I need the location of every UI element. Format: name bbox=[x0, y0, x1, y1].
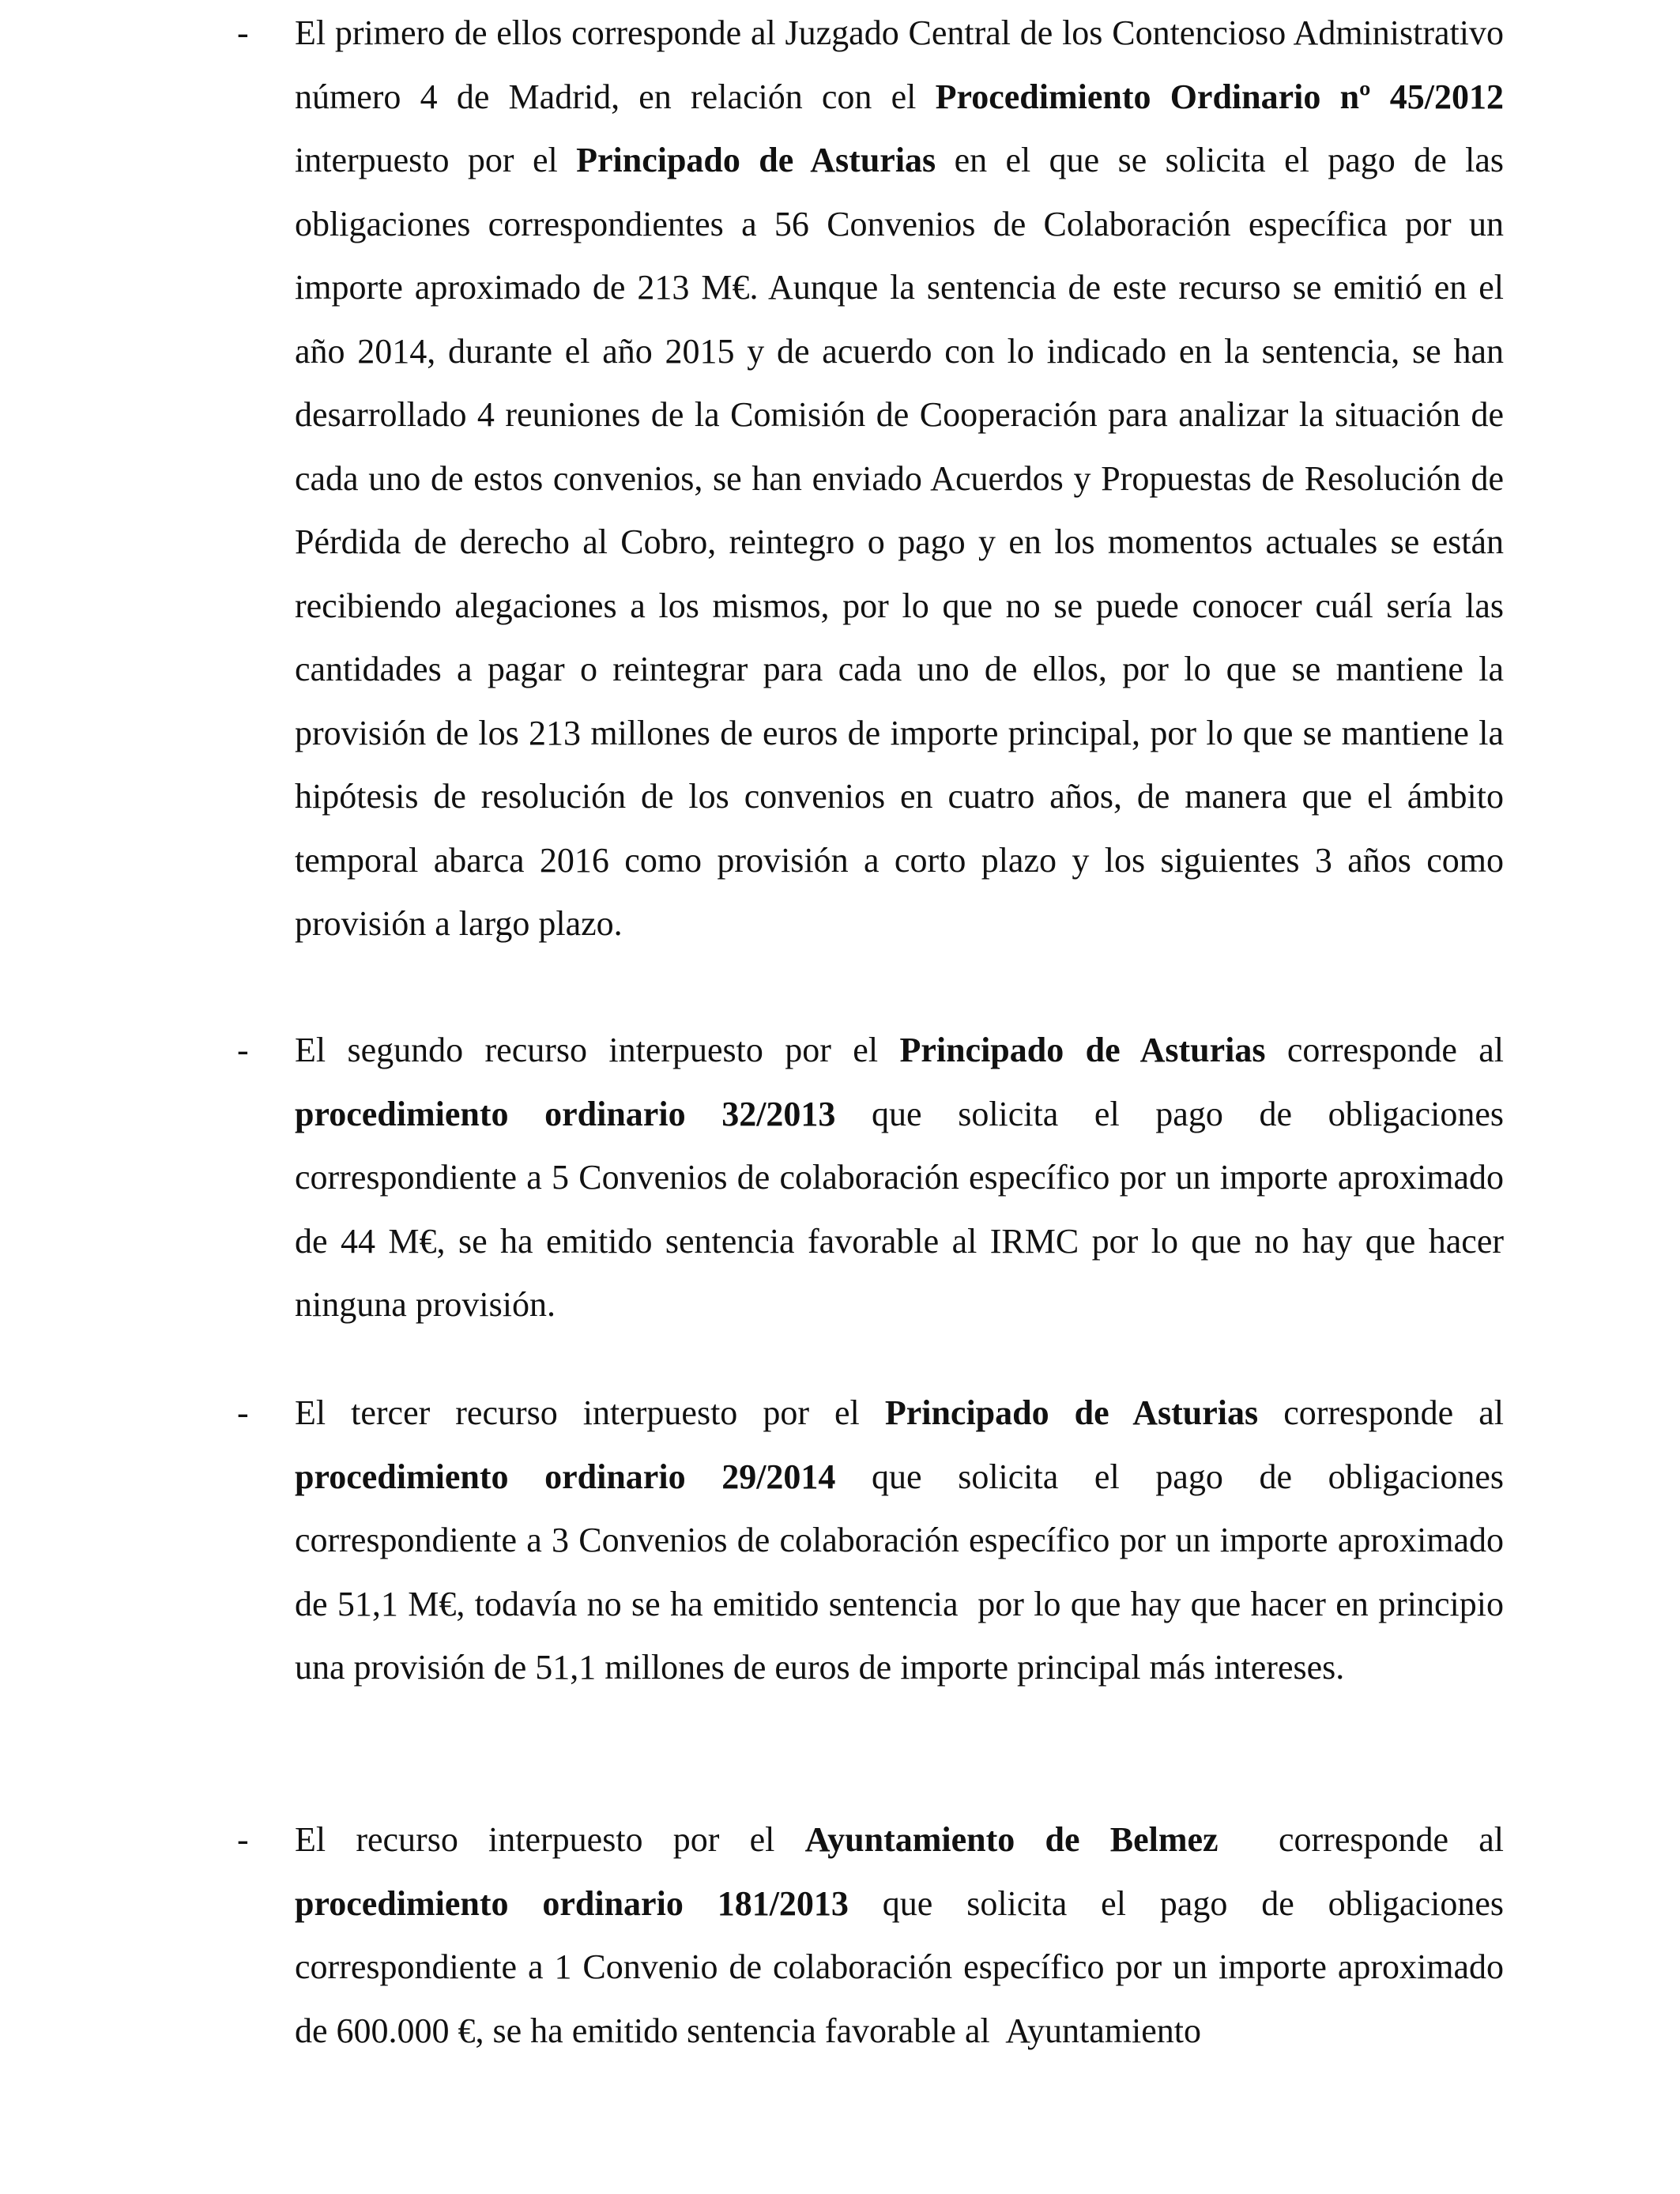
bold-run: procedimiento ordinario 29/2014 bbox=[295, 1457, 836, 1496]
text-run: El segundo recurso interpuesto por el bbox=[295, 1031, 900, 1069]
bold-run: Procedimiento Ordinario nº 45/2012 bbox=[935, 77, 1504, 116]
text-run: El tercer recurso interpuesto por el bbox=[295, 1393, 885, 1432]
text-run: corresponde al bbox=[1258, 1393, 1512, 1432]
text-run: El recurso interpuesto por el bbox=[295, 1820, 805, 1859]
bullet-dash: - bbox=[237, 13, 249, 52]
text-run: interpuesto por el bbox=[295, 77, 1512, 179]
bullet-dash: - bbox=[237, 1031, 249, 1069]
text-run: corresponde al bbox=[1265, 1031, 1512, 1069]
bold-run: Principado de Asturias bbox=[576, 141, 936, 179]
paragraph-text bbox=[295, 1019, 1512, 1337]
bold-run: Principado de Asturias bbox=[899, 1031, 1266, 1069]
bold-run: procedimiento ordinario 181/2013 bbox=[295, 1883, 849, 1923]
bold-run: Principado de Asturias bbox=[884, 1393, 1259, 1432]
bullet-dash: - bbox=[237, 1393, 249, 1432]
text-run: El primero de ellos corresponde al Juzgado Central de los Contencioso Administrativo número 4 de Madrid, en relación con el bbox=[295, 13, 1512, 116]
paragraph-text bbox=[295, 1382, 1512, 1700]
bullet-dash: - bbox=[237, 1820, 249, 1859]
text-run: que solicita el pago de obligaciones correspondiente a 5 Convenios de colaboración específico por un importe aproximado de 44 M€, se ha emitido sentencia favorable al IRMC por lo que no hay que hacer ninguna provisión. bbox=[295, 1094, 1512, 1324]
text-run: en el que se solicita el pago de las obligaciones correspondientes a 56 Convenios de Colaboración específica por un importe aproximado de 213 M€. Aunque la sentencia de este recurso se emitió en el año 2014, durante el año 2015 y de acuerdo con lo indicado en la sentencia, se han desarrollado 4 reuniones de la Comisión de Cooperación para analizar la situación de cada uno de estos convenios, se han enviado Acuerdos y Propuestas de Resolución de Pérdida de derecho al Cobro, reintegro o pago y en los momentos actuales se están recibiendo alegaciones a los mismos, por lo que no se puede conocer cuál sería las cantidades a pagar o reintegrar para cada uno de ellos, por lo que se mantiene la provisión de los 213 millones de euros de importe principal, por lo que se mantiene la hipótesis de resolución de los convenios en cuatro años, de manera que el ámbito temporal abarca 2016 como provisión a corto plazo y los siguientes 3 años como provisión a largo plazo. bbox=[295, 141, 1512, 943]
text-run: que solicita el pago de obligaciones correspondiente a 1 Convenio de colaboración específico por un importe aproximado de 600.000 €, se ha emitido sentencia favorable al Ayuntamiento bbox=[295, 1883, 1512, 2050]
bold-run: Ayuntamiento de Belmez bbox=[804, 1820, 1219, 1859]
paragraph-text bbox=[295, 2, 1512, 956]
paragraph-text bbox=[295, 1808, 1512, 2063]
text-run: que solicita el pago de obligaciones correspondiente a 3 Convenios de colaboración específico por un importe aproximado de 51,1 M€, todavía no se ha emitido sentencia por lo que hay que hacer en principio una provisión de 51,1 millones de euros de importe principal más intereses. bbox=[295, 1457, 1512, 1687]
bold-run: procedimiento ordinario 32/2013 bbox=[295, 1094, 836, 1133]
text-run: corresponde al bbox=[1218, 1820, 1512, 1859]
